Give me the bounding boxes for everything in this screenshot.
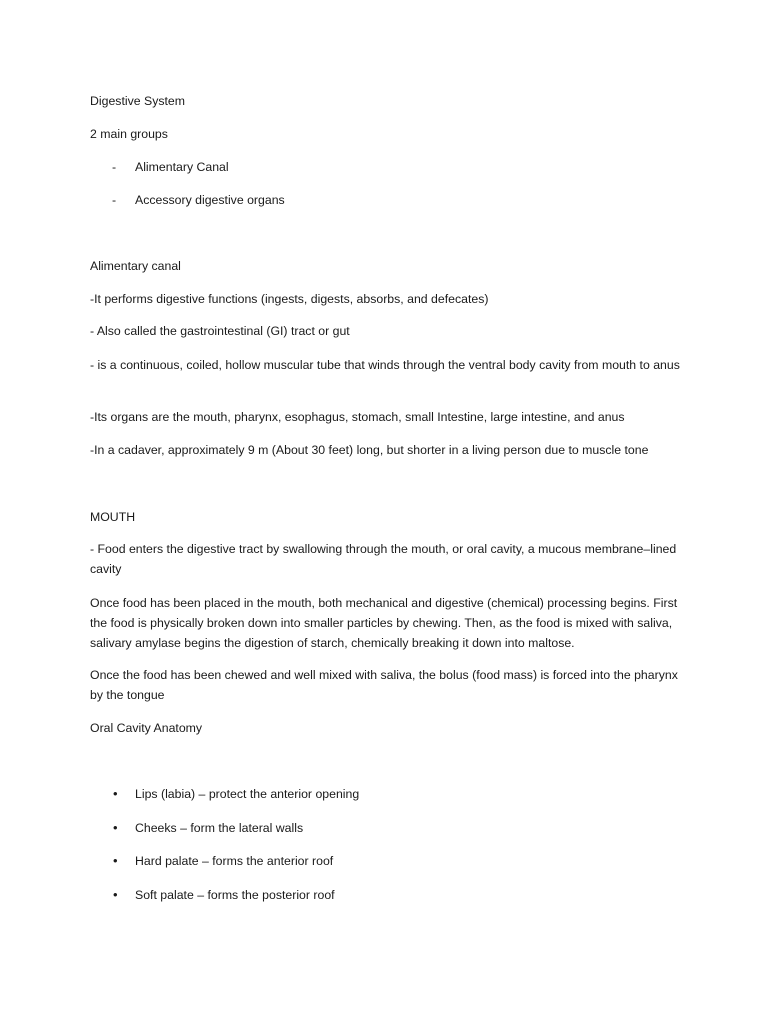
alimentary-point: - Also called the gastrointestinal (GI) tract or gut [90,324,350,338]
group-item: Alimentary Canal [135,160,229,174]
group-item: Accessory digestive organs [135,193,285,207]
mouth-paragraph: Once food has been placed in the mouth, both mechanical and digestive (chemical) processing begins. First the food is physically broken down into smaller particles by chewing. Then, as the food is mixed with saliva, salivary amylase begins the digestion of starch, chemically breaking it down into maltose. [90,596,678,650]
oral-cavity-item: Hard palate – forms the anterior roof [135,854,334,868]
document-title: Digestive System [90,94,185,108]
alimentary-point: -In a cadaver, approximately 9 m (About 30 feet) long, but shorter in a living person due to muscle tone [90,443,649,457]
oral-cavity-item: Cheeks – form the lateral walls [135,821,304,835]
alimentary-point: -Its organs are the mouth, pharynx, esophagus, stomach, small Intestine, large intestine, and anus [90,410,625,424]
dash-marker: - [112,193,117,207]
alimentary-heading: Alimentary canal [90,259,181,273]
mouth-heading: MOUTH [90,510,136,524]
groups-label: 2 main groups [90,127,168,141]
bullet-marker: • [113,887,118,902]
oral-cavity-item: Soft palate – forms the posterior roof [135,888,335,902]
oral-cavity-item: Lips (labia) – protect the anterior opening [135,787,360,801]
mouth-paragraph: - Food enters the digestive tract by swallowing through the mouth, or oral cavity, a mucous membrane–lined cavity [90,542,677,576]
alimentary-point: - is a continuous, coiled, hollow muscular tube that winds through the ventral body cavity from mouth to anus [90,358,680,372]
mouth-paragraph: Once the food has been chewed and well mixed with saliva, the bolus (food mass) is forced into the pharynx by the tongue [90,668,678,702]
alimentary-point: -It performs digestive functions (ingests, digests, absorbs, and defecates) [90,292,489,306]
bullet-marker: • [113,820,118,835]
bullet-marker: • [113,853,118,868]
dash-marker: - [112,160,117,174]
oral-cavity-heading: Oral Cavity Anatomy [90,721,203,735]
bullet-marker: • [113,786,118,801]
